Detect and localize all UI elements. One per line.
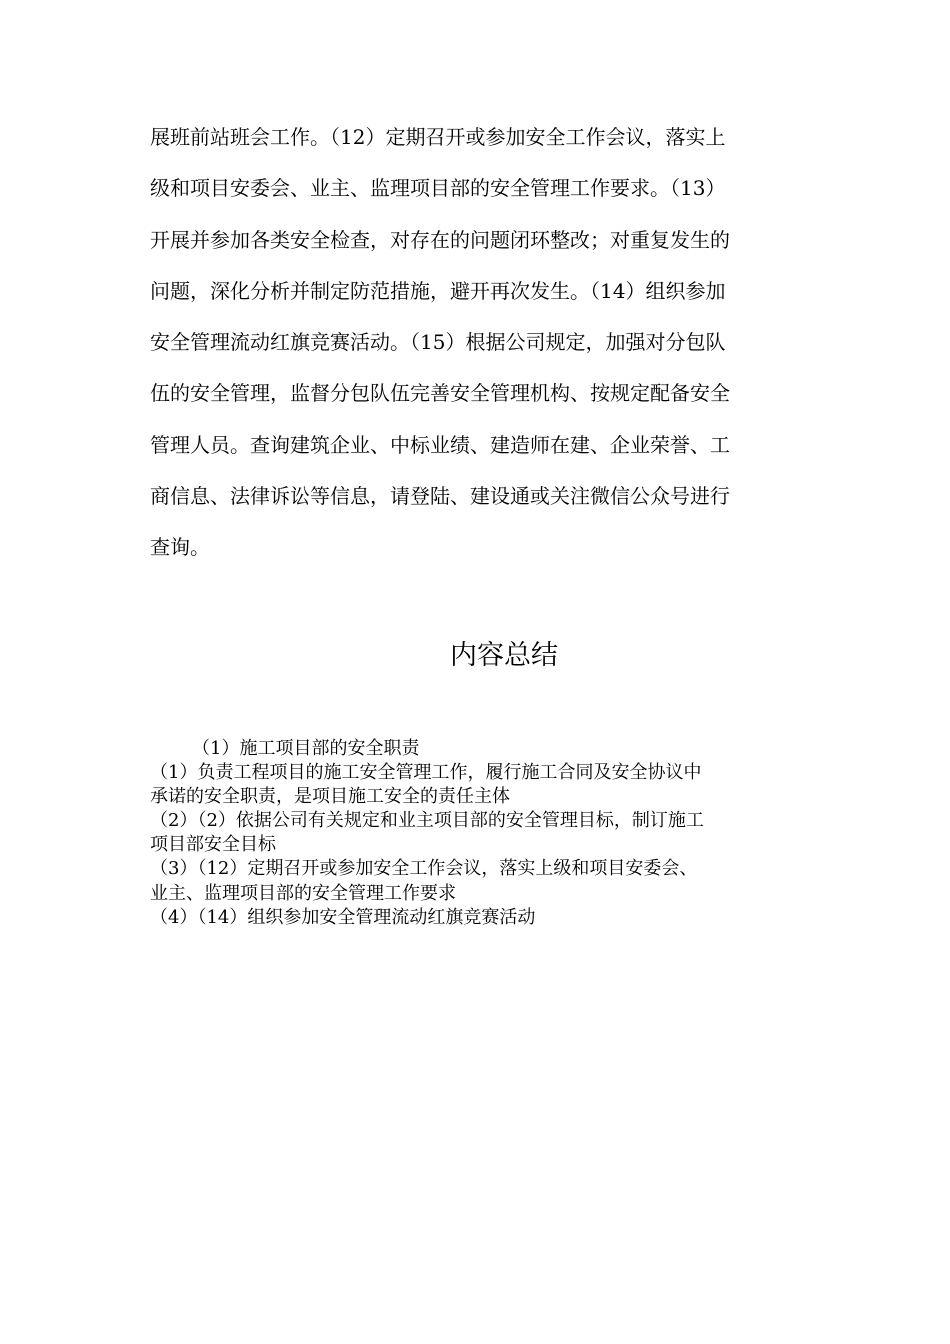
body-line: 问题，深化分析并制定防范措施，避开再次发生。（14）组织参加 <box>150 278 726 303</box>
body-line: 安全管理流动红旗竞赛活动。（15）根据公司规定，加强对分包队 <box>150 330 726 355</box>
summary-line: 项目部安全目标 <box>150 834 276 856</box>
body-line: 管理人员。查询建筑企业、中标业绩、建造师在建、企业荣誉、工 <box>150 432 730 457</box>
summary-line: 承诺的安全职责，是项目施工安全的责任主体 <box>150 786 510 808</box>
summary-line: （1）负责工程项目的施工安全管理工作，履行施工合同及安全协议中 <box>150 762 702 784</box>
body-text <box>150 112 800 574</box>
summary-line: （2）（2）依据公司有关规定和业主项目部的安全管理目标，制订施工 <box>150 810 704 832</box>
body-line: 级和项目安委会、业主、监理项目部的安全管理工作要求。（13） <box>150 176 726 201</box>
summary-heading: （1）施工项目部的安全职责 <box>192 738 420 759</box>
summary-line: （4）（14）组织参加安全管理流动红旗竞赛活动 <box>150 906 536 928</box>
body-line: 开展并参加各类安全检查，对存在的问题闭环整改；对重复发生的 <box>150 227 730 252</box>
summary-line: 业主、监理项目部的安全管理工作要求 <box>150 882 456 904</box>
summary-line: （3）（12）定期召开或参加安全工作会议，落实上级和项目安委会、 <box>150 858 698 880</box>
summary-title: 内容总结 <box>450 640 558 671</box>
body-line: 查询。 <box>150 535 210 560</box>
body-line: 商信息、法律诉讼等信息，请登陆、建设通或关注微信公众号进行 <box>150 484 730 509</box>
body-line: 伍的安全管理，监督分包队伍完善安全管理机构、按规定配备安全 <box>150 381 730 406</box>
body-line: 展班前站班会工作。（12）定期召开或参加安全工作会议，落实上 <box>150 125 726 149</box>
summary-list <box>150 737 800 930</box>
